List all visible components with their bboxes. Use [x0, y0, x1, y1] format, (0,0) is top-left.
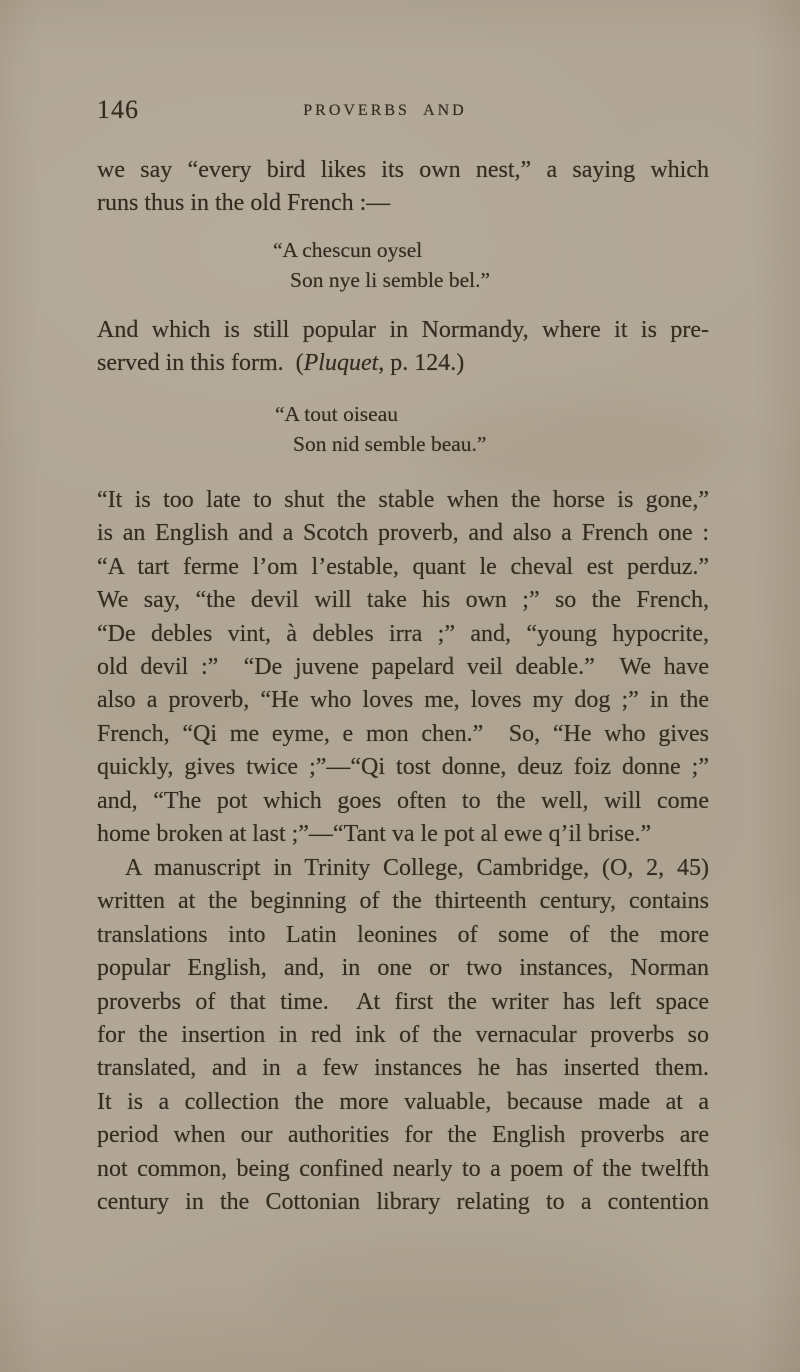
text-line: written at the beginning of the thirteenth century, contains [97, 888, 709, 915]
verse-line: “A tout oiseau [275, 402, 399, 426]
verse-line: Son nye li semble bel.” [290, 268, 491, 292]
text-line: and, “The pot which goes often to the well, will come [97, 787, 709, 814]
french-verse-1 [97, 235, 709, 295]
text-line: “De debles vint, à debles irra ;” and, “young hypocrite, [97, 620, 709, 647]
text-line: home broken at last ;”—“Tant va le pot al ewe q’il brise.” [97, 821, 652, 848]
verse-line: Son nid semble beau.” [293, 432, 487, 456]
paragraph-2 [97, 314, 709, 381]
text-line [97, 347, 709, 380]
paragraph-3 [97, 484, 709, 851]
text-line: We say, “the devil will take his own ;” so the French, [97, 587, 709, 614]
text-line: proverbs of that time. At first the writer has left space [97, 988, 709, 1015]
running-header: PROVERBS AND [303, 102, 467, 119]
text-line: And which is still popular in Normandy, where it is pre- [97, 317, 709, 343]
citation-author: Pluquet [303, 350, 379, 377]
text-line: A manuscript in Trinity College, Cambridge, (O, 2, 45) [125, 855, 709, 881]
text-line: “It is too late to shut the stable when the horse is gone,” [97, 487, 709, 513]
paragraph-1 [97, 154, 709, 221]
text-line: also a proverb, “He who loves me, loves my dog ;” in the [97, 687, 709, 714]
verse-line: “A chescun oysel [273, 238, 423, 262]
text-line: for the insertion in red ink of the vernacular proverbs so [97, 1022, 709, 1049]
text-line: old devil :” “De juvene papelard veil deable.” We have [97, 654, 709, 681]
text-line: not common, being confined nearly to a poem of the twelfth [97, 1155, 709, 1182]
french-verse-2 [97, 399, 709, 459]
text-segment: served in this form. ( [97, 350, 304, 377]
text-line: we say “every bird likes its own nest,” a saying which [97, 157, 709, 183]
text-line: quickly, gives twice ;”—“Qi tost donne, deuz foiz donne ;” [97, 754, 709, 781]
paper-stain [270, 1240, 650, 1330]
text-line: It is a collection the more valuable, because made at a [97, 1088, 709, 1115]
paragraph-4 [97, 852, 709, 1219]
text-line: runs thus in the old French :— [97, 190, 391, 217]
text-line: is an English and a Scotch proverb, and also a French one : [97, 520, 709, 547]
text-segment: , p. 124.) [378, 350, 465, 377]
text-line: translations into Latin leonines of some of the more [97, 921, 709, 948]
text-line: popular English, and, in one or two instances, Norman [97, 955, 709, 982]
text-line: period when our authorities for the English proverbs are [97, 1122, 709, 1149]
text-line: century in the Cottonian library relating to a contention [97, 1189, 709, 1216]
page-number: 146 [97, 95, 139, 124]
text-line: “A tart ferme l’om l’estable, quant le cheval est perduz.” [97, 553, 709, 580]
text-line: French, “Qi me eyme, e mon chen.” So, “He who gives [97, 720, 709, 747]
text-line: translated, and in a few instances he has inserted them. [97, 1055, 709, 1082]
